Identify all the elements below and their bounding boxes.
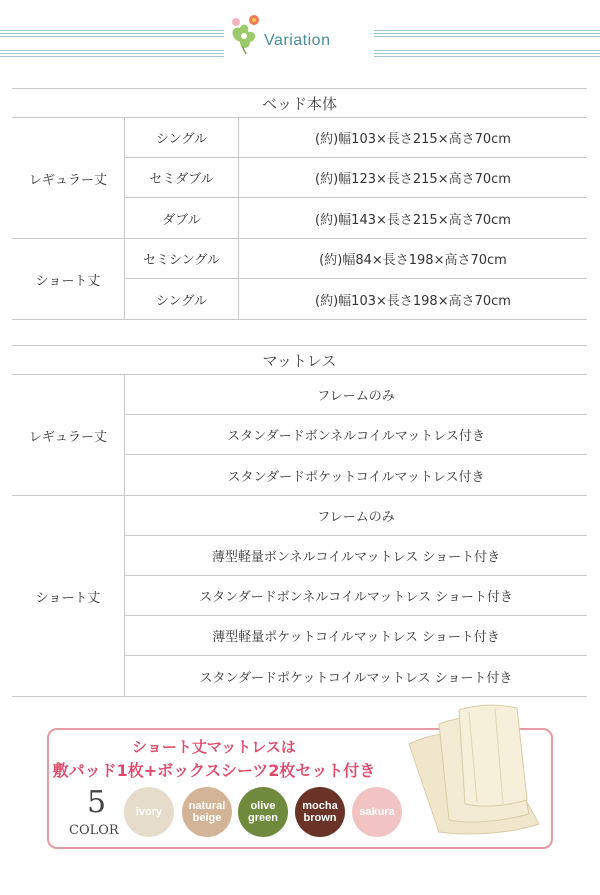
color-swatch-natural-beige bbox=[182, 787, 232, 837]
mattress-option: フレームのみ bbox=[317, 389, 395, 404]
size-dimensions: (約)幅143×長さ215×高さ70cm bbox=[315, 212, 511, 228]
header bbox=[0, 0, 600, 62]
bed-section-title: ベッド本体 bbox=[12, 88, 587, 118]
mattress-table bbox=[12, 345, 587, 697]
bed-size-table bbox=[12, 88, 587, 320]
swatch-label: olive bbox=[250, 800, 276, 812]
promo-subline: 敷パッド1枚+ボックスシーツ2枚セット付き bbox=[52, 761, 376, 780]
table-row bbox=[125, 279, 587, 319]
size-name: ダブル bbox=[125, 198, 239, 238]
table-row bbox=[125, 239, 587, 279]
mattress-option: スタンダードポケットコイルマットレス付き bbox=[227, 469, 485, 485]
table-row bbox=[125, 576, 587, 616]
mattress-group-short bbox=[12, 496, 587, 697]
size-name: セミダブル bbox=[125, 158, 239, 197]
group-label: ショート丈 bbox=[12, 496, 125, 696]
swatch-label: green bbox=[248, 812, 278, 824]
size-dimensions: (約)幅123×長さ215×高さ70cm bbox=[315, 172, 511, 187]
mattress-section-title: マットレス bbox=[12, 345, 587, 375]
mattress-option: スタンダードボンネルコイルマットレス付き bbox=[227, 429, 485, 444]
size-name: セミシングル bbox=[125, 239, 239, 278]
table-row bbox=[125, 496, 587, 536]
size-name: シングル bbox=[125, 279, 239, 319]
mattress-option: 薄型軽量ボンネルコイルマットレス ショート付き bbox=[211, 550, 501, 565]
color-swatch-sakura bbox=[352, 787, 402, 837]
color-label: COLOR bbox=[69, 823, 119, 838]
swatch-label: sakura bbox=[359, 806, 395, 818]
table-row bbox=[125, 616, 587, 656]
mattress-group-regular bbox=[12, 375, 587, 496]
mattress-option: フレームのみ bbox=[317, 510, 395, 525]
mattress-option: スタンダードボンネルコイルマットレス ショート付き bbox=[199, 590, 513, 605]
group-label: レギュラー丈 bbox=[12, 375, 125, 495]
color-swatch-ivory bbox=[124, 787, 174, 837]
promo-headline: ショート丈マットレスは bbox=[132, 738, 296, 756]
size-dimensions: (約)幅84×長さ198×高さ70cm bbox=[319, 253, 507, 268]
group-label: レギュラー丈 bbox=[12, 118, 125, 238]
mattress-option: スタンダードポケットコイルマットレス ショート付き bbox=[199, 670, 513, 686]
group-label: ショート丈 bbox=[12, 239, 125, 319]
table-row bbox=[125, 198, 587, 238]
swatch-label: ivory bbox=[135, 806, 163, 818]
table-row bbox=[125, 375, 587, 415]
swatch-label: brown bbox=[303, 812, 337, 824]
bed-group-regular bbox=[12, 118, 587, 239]
size-dimensions: (約)幅103×長さ198×高さ70cm bbox=[315, 293, 511, 309]
swatch-label: mocha bbox=[302, 800, 338, 812]
table-row bbox=[125, 536, 587, 576]
table-row bbox=[125, 118, 587, 158]
page-title: Variation bbox=[264, 32, 331, 49]
table-row bbox=[125, 656, 587, 696]
color-promo-box bbox=[47, 728, 553, 849]
title-box bbox=[224, 12, 374, 58]
swatch-label: natural bbox=[188, 800, 226, 812]
color-swatch-olive-green bbox=[238, 787, 288, 837]
flower-icon bbox=[228, 12, 268, 56]
folded-fabric-illustration bbox=[399, 704, 549, 839]
size-dimensions: (約)幅103×長さ215×高さ70cm bbox=[315, 132, 511, 147]
table-row bbox=[125, 415, 587, 455]
table-row bbox=[125, 455, 587, 495]
mattress-option: 薄型軽量ポケットコイルマットレス ショート付き bbox=[212, 630, 500, 645]
table-row bbox=[125, 158, 587, 198]
color-count: 5 bbox=[87, 785, 107, 820]
size-name: シングル bbox=[125, 118, 239, 157]
swatch-label: beige bbox=[192, 812, 222, 824]
color-swatch-mocha-brown bbox=[295, 787, 345, 837]
bed-group-short bbox=[12, 239, 587, 320]
